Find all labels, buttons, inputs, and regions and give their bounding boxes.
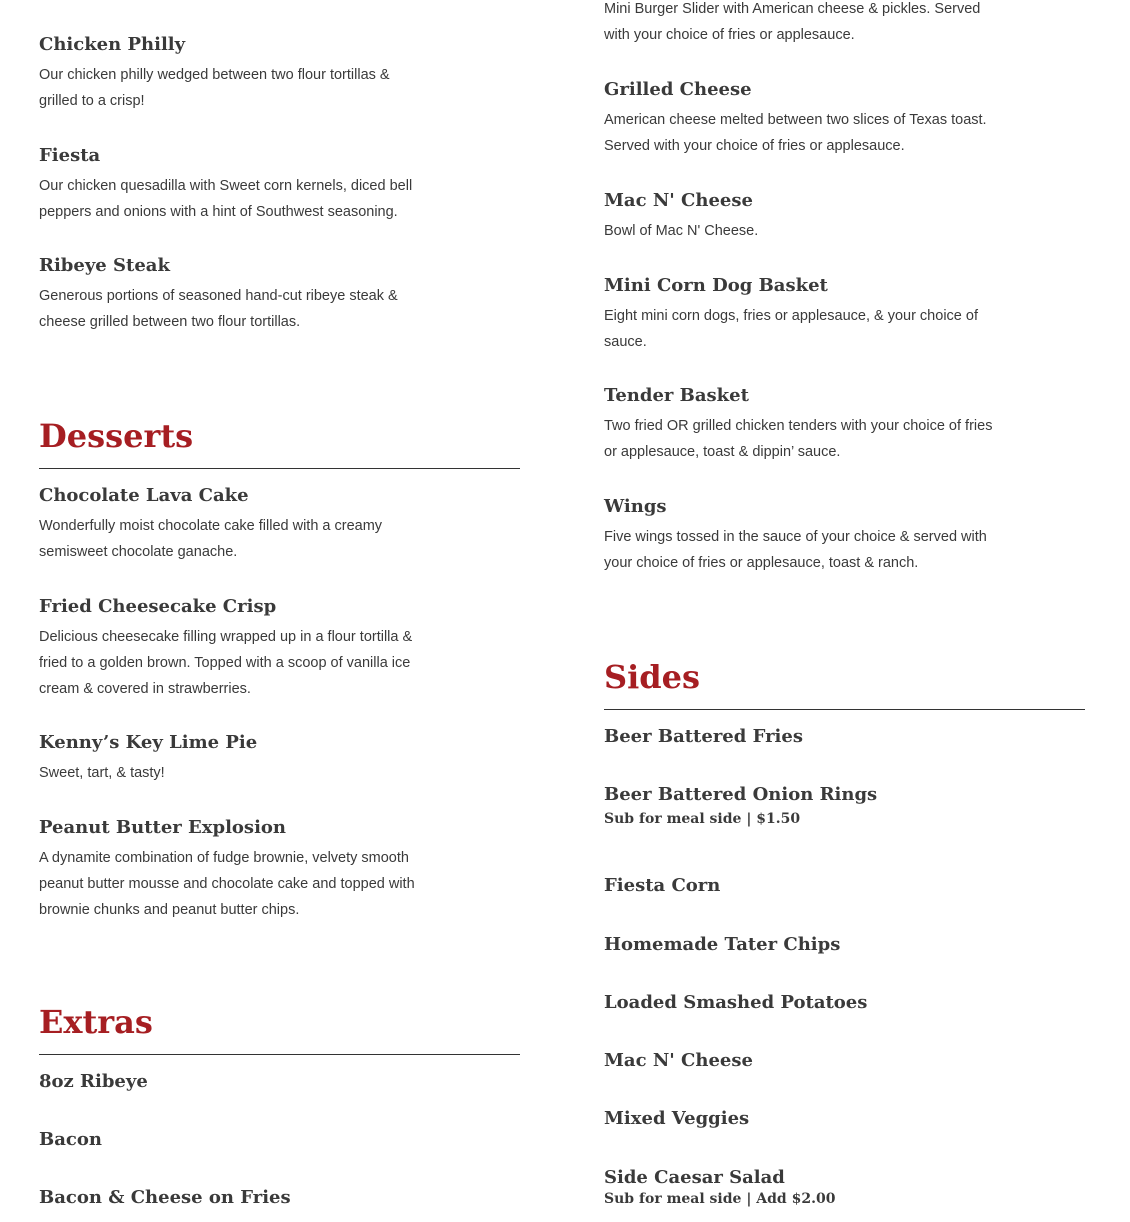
item-description: A dynamite combination of fudge brownie, velvety smooth peanut butter mousse and chocolate cake and topped with brownie chunks and peanut butter chips. bbox=[39, 850, 415, 918]
menu-item bbox=[39, 1071, 439, 1093]
item-description: Our chicken quesadilla with Sweet corn kernels, diced bell peppers and onions with a hint of Southwest seasoning. bbox=[39, 178, 413, 220]
item-name: Chicken Philly bbox=[39, 34, 186, 55]
item-description: Two fried OR grilled chicken tenders with your choice of fries or applesauce, toast & dippin’ sauce. bbox=[604, 418, 993, 460]
menu-item bbox=[39, 145, 439, 225]
item-name: Mac N' Cheese bbox=[604, 1050, 753, 1071]
item-note: Sub for meal side | $1.50 bbox=[604, 811, 801, 827]
item-name: Mixed Veggies bbox=[604, 1108, 750, 1129]
section-title-desserts: Desserts bbox=[39, 417, 194, 455]
menu-item bbox=[604, 190, 1004, 244]
menu-item bbox=[39, 732, 439, 786]
menu-item bbox=[604, 784, 1004, 829]
item-description: Eight mini corn dogs, fries or applesauce, & your choice of sauce. bbox=[604, 308, 978, 350]
item-name: Peanut Butter Explosion bbox=[39, 817, 286, 838]
menu-item bbox=[604, 1108, 1004, 1130]
menu-item bbox=[39, 817, 439, 923]
menu-item bbox=[604, 1050, 1004, 1072]
item-name: Homemade Tater Chips bbox=[604, 934, 841, 955]
section-divider bbox=[39, 468, 520, 469]
item-name: Loaded Smashed Potatoes bbox=[604, 992, 868, 1013]
menu-item bbox=[604, 875, 1004, 897]
item-name: Wings bbox=[604, 496, 667, 517]
section-divider bbox=[39, 1054, 520, 1055]
menu-item bbox=[604, 726, 1004, 748]
item-name: Grilled Cheese bbox=[604, 79, 752, 100]
item-description: Mini Burger Slider with American cheese & pickles. Served with your choice of fries or applesauce. bbox=[604, 1, 981, 43]
menu-item bbox=[39, 596, 439, 702]
menu-item bbox=[604, 992, 1004, 1014]
item-name: Chocolate Lava Cake bbox=[39, 485, 249, 506]
item-note: Sub for meal side | Add $2.00 bbox=[604, 1191, 836, 1207]
item-name: Beer Battered Onion Rings bbox=[604, 784, 878, 805]
section-divider bbox=[604, 709, 1085, 710]
item-description: Five wings tossed in the sauce of your choice & served with your choice of fries or applesauce, toast & ranch. bbox=[604, 529, 987, 571]
menu-item bbox=[604, 79, 1004, 159]
item-description: Generous portions of seasoned hand-cut ribeye steak & cheese grilled between two flour tortillas. bbox=[39, 288, 398, 330]
section-title-extras: Extras bbox=[39, 1003, 153, 1041]
menu-item bbox=[604, 1167, 1004, 1209]
item-name: Fiesta Corn bbox=[604, 875, 721, 896]
item-description: Delicious cheesecake filling wrapped up in a flour tortilla & fried to a golden brown. Topped with a scoop of vanilla ice cream & covered in strawberries. bbox=[39, 629, 413, 697]
menu-item bbox=[39, 1187, 439, 1209]
section-title-sides: Sides bbox=[604, 658, 701, 696]
item-name: Mac N' Cheese bbox=[604, 190, 753, 211]
menu-item bbox=[604, 0, 1004, 48]
item-name: Beer Battered Fries bbox=[604, 726, 803, 747]
item-description: Our chicken philly wedged between two flour tortillas & grilled to a crisp! bbox=[39, 67, 390, 109]
item-name: Ribeye Steak bbox=[39, 255, 170, 276]
menu-item bbox=[604, 934, 1004, 956]
item-description: Wonderfully moist chocolate cake filled with a creamy semisweet chocolate ganache. bbox=[39, 518, 383, 560]
item-description: American cheese melted between two slices of Texas toast. Served with your choice of fries or applesauce. bbox=[604, 112, 987, 154]
item-name: Side Caesar Salad bbox=[604, 1167, 785, 1188]
item-name: Tender Basket bbox=[604, 385, 749, 406]
item-name: Bacon bbox=[39, 1129, 102, 1150]
item-name: Kenny’s Key Lime Pie bbox=[39, 732, 258, 753]
menu-item bbox=[39, 34, 439, 114]
item-name: Mini Corn Dog Basket bbox=[604, 275, 828, 296]
item-name: Fiesta bbox=[39, 145, 101, 166]
menu-item bbox=[39, 485, 439, 565]
item-description: Bowl of Mac N' Cheese. bbox=[604, 223, 759, 239]
item-name: Fried Cheesecake Crisp bbox=[39, 596, 277, 617]
menu-item bbox=[604, 275, 1004, 355]
menu-item bbox=[39, 1129, 439, 1151]
menu-item bbox=[604, 385, 1004, 465]
menu-item bbox=[604, 496, 1004, 576]
item-name: Bacon & Cheese on Fries bbox=[39, 1187, 291, 1208]
item-name: 8oz Ribeye bbox=[39, 1071, 148, 1092]
menu-item bbox=[39, 255, 439, 335]
item-description: Sweet, tart, & tasty! bbox=[39, 765, 165, 781]
